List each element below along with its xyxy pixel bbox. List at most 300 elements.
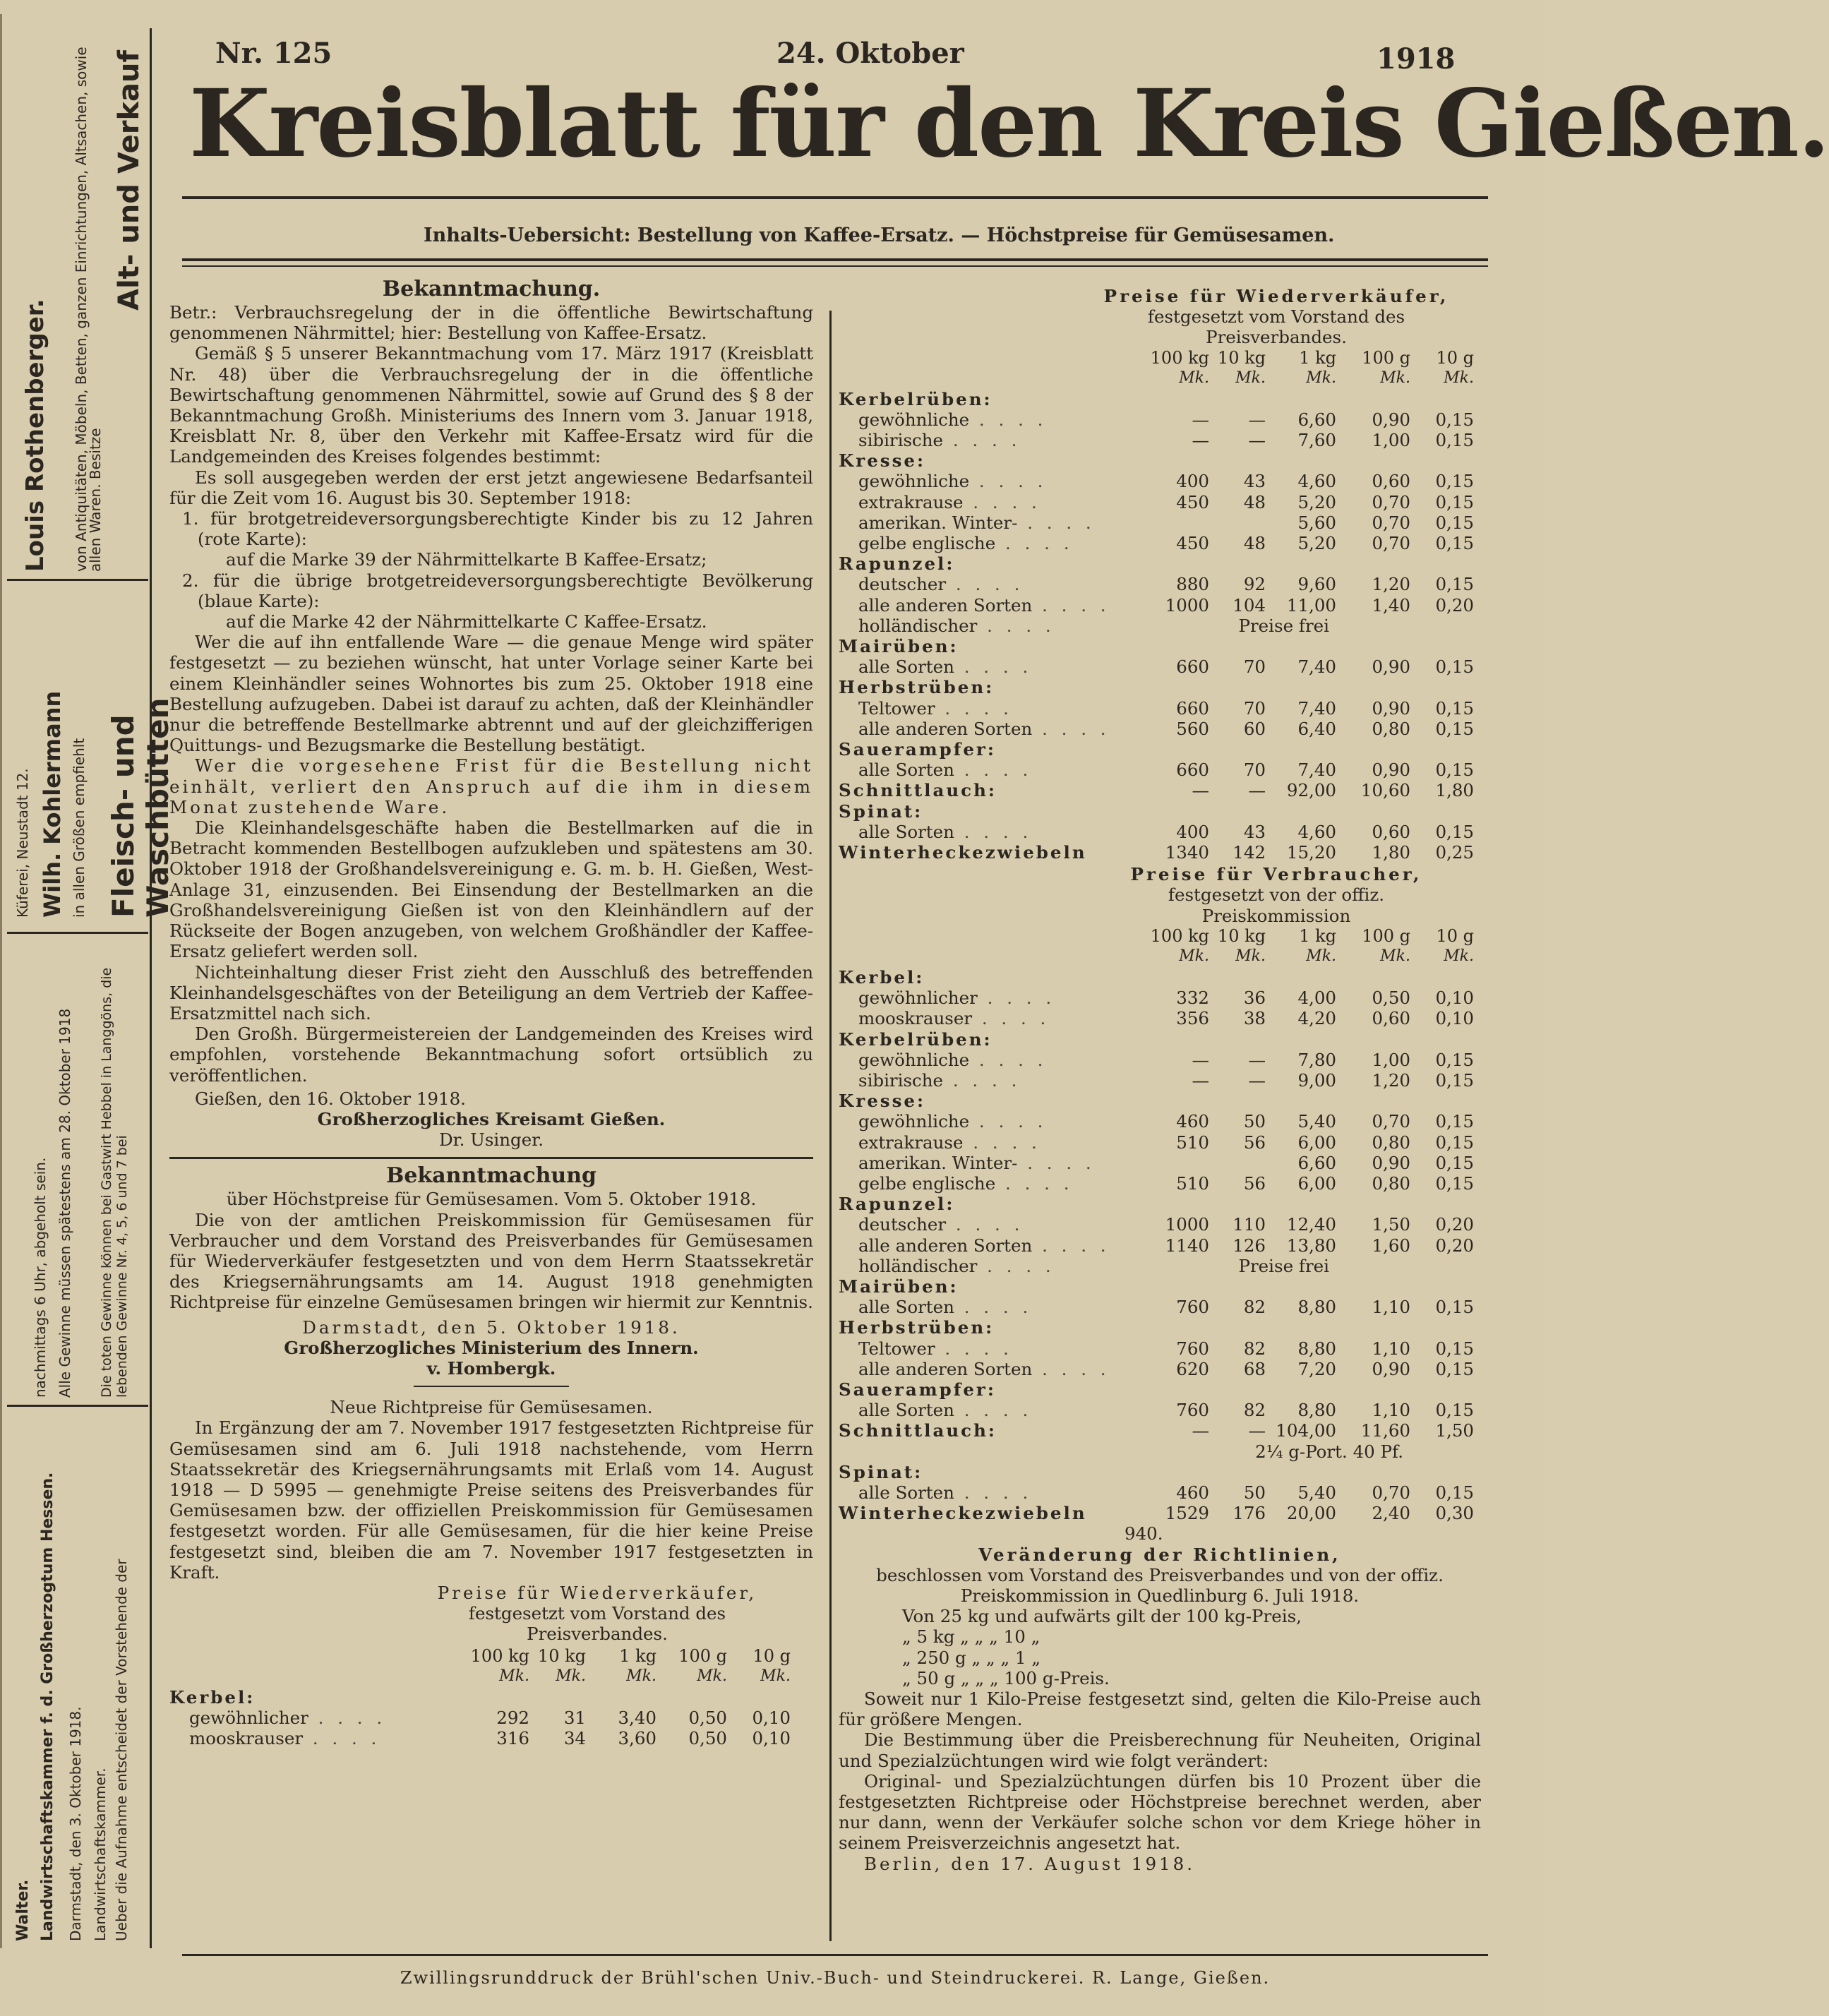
price-cell: 0,80 bbox=[1372, 1132, 1410, 1153]
leader-dots: . . . . bbox=[1017, 512, 1096, 533]
price-cell: 0,15 bbox=[1435, 718, 1474, 739]
category-label: Sauerampfer: bbox=[839, 739, 996, 760]
price-cell: 5,20 bbox=[1297, 491, 1336, 512]
price-cell: 0,90 bbox=[1372, 760, 1410, 781]
price-cell: — bbox=[1248, 780, 1266, 801]
leader-dots: . . . . bbox=[977, 988, 1056, 1009]
col-header: 100 g bbox=[1362, 348, 1410, 368]
variety-label: alle Sorten bbox=[858, 1482, 954, 1503]
variety-row bbox=[839, 1173, 1474, 1194]
price-cell: 0,15 bbox=[1435, 1049, 1474, 1070]
ad-text: Darmstadt, den 3. Oktober 1918. bbox=[67, 1706, 84, 1941]
variety-label: gelbe englische bbox=[858, 1172, 996, 1194]
price-cell: 1,80 bbox=[1372, 842, 1410, 863]
price-cell: 6,40 bbox=[1297, 718, 1336, 739]
contents-line: Inhalts-Uebersicht: Bestellung von Kaffee-Ersatz. — Höchstpreise für Gemüsesamen. bbox=[424, 224, 1335, 246]
price-cell: — bbox=[1192, 1420, 1209, 1441]
price-cell: 0,15 bbox=[1435, 574, 1474, 595]
leader-dots: . . . . bbox=[969, 409, 1048, 430]
price-cell: 0,50 bbox=[688, 1707, 727, 1728]
category-row bbox=[839, 780, 1474, 800]
col-header: 1 kg bbox=[1299, 926, 1336, 947]
category-row bbox=[839, 967, 1474, 988]
leader-dots: . . . . bbox=[935, 697, 1013, 719]
price-cell: 0,15 bbox=[1435, 512, 1474, 533]
price-cell: 0,50 bbox=[1372, 988, 1410, 1009]
price-cell: 1,20 bbox=[1372, 1069, 1410, 1091]
variety-label: gelbe englische bbox=[858, 533, 996, 554]
price-cell: 34 bbox=[563, 1728, 586, 1748]
leader-dots: . . . . bbox=[943, 430, 1021, 451]
unit-header: Mk. bbox=[697, 1667, 727, 1686]
price-cell: 332 bbox=[1176, 988, 1209, 1009]
category-row bbox=[839, 553, 1474, 574]
category-row bbox=[839, 389, 1474, 409]
notice-paragraph: Nichteinhaltung dieser Frist zieht den Ausschluß des betreffenden Kleinhandelsgeschäftes von der Beteiligung an dem Vertrieb der Kaffee-Ersatzmittel nach sich. bbox=[169, 961, 813, 1024]
ad-divider-3 bbox=[7, 1405, 148, 1407]
leader-dots: . . . . bbox=[1032, 1235, 1110, 1256]
leader-dots: . . . . bbox=[954, 1400, 1033, 1421]
leader-dots: . . . . bbox=[972, 1008, 1050, 1029]
price-cell: 43 bbox=[1243, 471, 1266, 492]
unit-header: Mk. bbox=[1235, 947, 1266, 966]
col-header: 10 kg bbox=[1217, 348, 1266, 368]
price-cell: 8,80 bbox=[1297, 1400, 1336, 1421]
variety-label: mooskrauser bbox=[189, 1728, 304, 1748]
price-cell: 660 bbox=[1176, 697, 1209, 719]
variety-label: gewöhnlicher bbox=[189, 1707, 308, 1728]
variety-row bbox=[839, 1008, 1474, 1028]
price-cell: 0,15 bbox=[1435, 821, 1474, 842]
variety-row bbox=[839, 698, 1474, 719]
price-cell: 104 bbox=[1233, 594, 1266, 616]
col-header: 1 kg bbox=[619, 1646, 656, 1667]
variety-row bbox=[839, 988, 1474, 1008]
price-cell: — bbox=[1248, 1049, 1266, 1070]
price-cell: 760 bbox=[1176, 1400, 1209, 1421]
issue-date: 24. Oktober bbox=[776, 37, 964, 70]
column-divider bbox=[829, 311, 832, 1941]
variety-row bbox=[169, 1708, 791, 1728]
price-free-note: Preise frei bbox=[1238, 615, 1329, 636]
variety-row bbox=[839, 1050, 1474, 1070]
price-cell: 3,60 bbox=[618, 1728, 656, 1748]
price-cell: 0,15 bbox=[1435, 1152, 1474, 1173]
price-cell: 5,40 bbox=[1297, 1482, 1336, 1503]
category-row bbox=[839, 801, 1474, 822]
leader-dots: . . . . bbox=[969, 1049, 1048, 1070]
price-cell: 0,15 bbox=[1435, 533, 1474, 554]
newspaper-title: Kreisblatt für den Kreis Gießen. bbox=[189, 69, 1829, 179]
variety-label: sibirische bbox=[858, 1069, 944, 1091]
price-cell: 0,60 bbox=[1372, 1008, 1410, 1029]
category-label: Mairüben: bbox=[839, 636, 959, 657]
table-subtitle: Preiskommission bbox=[1201, 905, 1351, 926]
variety-label: gewöhnliche bbox=[858, 1049, 970, 1070]
issue-number: Nr. 125 bbox=[215, 37, 332, 70]
price-cell: 1,40 bbox=[1372, 594, 1410, 616]
price-cell: 0,10 bbox=[752, 1707, 791, 1728]
category-label: Spinat: bbox=[839, 800, 923, 822]
category-label: Kerbel: bbox=[169, 1686, 256, 1708]
price-cell: 0,10 bbox=[752, 1728, 791, 1748]
price-cell: 0,15 bbox=[1435, 409, 1474, 430]
price-cell: 0,70 bbox=[1372, 512, 1410, 533]
price-cell: 1,00 bbox=[1372, 430, 1410, 451]
category-row bbox=[839, 842, 1474, 863]
ad-text: nachmittags 6 Uhr, abgeholt sein. bbox=[32, 1157, 49, 1398]
section-subheading: beschlossen vom Vorstand des Preisverbandes und von der offiz. bbox=[876, 1564, 1444, 1585]
price-cell: 460 bbox=[1176, 1482, 1209, 1503]
leader-dots: . . . . bbox=[995, 533, 1074, 554]
ad-text: Landwirtschaftskammer. bbox=[92, 1768, 109, 1941]
price-cell: 450 bbox=[1176, 491, 1209, 512]
price-cell: 0,90 bbox=[1372, 697, 1410, 719]
table-title: Preise für Wiederverkäufer, bbox=[1103, 286, 1449, 306]
category-row bbox=[839, 1029, 1474, 1050]
price-cell: 0,15 bbox=[1435, 491, 1474, 512]
page-edge bbox=[0, 14, 2, 1948]
price-cell: 3,40 bbox=[618, 1707, 656, 1728]
price-cell: 0,15 bbox=[1435, 656, 1474, 678]
price-cell: 0,20 bbox=[1435, 594, 1474, 616]
unit-header: Mk. bbox=[1179, 947, 1209, 966]
price-cell: 7,80 bbox=[1297, 1049, 1336, 1070]
notice-list-detail: auf die Marke 39 der Nährmittelkarte B Kaffee-Ersatz; bbox=[226, 549, 707, 570]
price-cell: 1,10 bbox=[1372, 1400, 1410, 1421]
price-cell: 0,60 bbox=[1372, 821, 1410, 842]
price-cell: 1,00 bbox=[1372, 1049, 1410, 1070]
unit-header: Mk. bbox=[1444, 369, 1474, 388]
price-cell: 4,60 bbox=[1297, 471, 1336, 492]
price-cell: — bbox=[1192, 430, 1209, 451]
notice-paragraph: In Ergänzung der am 7. November 1917 festgesetzten Richtpreise für Gemüsesamen sind am 6. Juli 1918 nachstehende, vom Herrn Staatssekretär des Kriegsernährungsamts mit Erlaß vom 14. August 1918 — D 5995 — genehmigte Preise seitens des Preisverbandes für Gemüsesamen bzw. der offiziellen Preiskommission für Gemüsesamen festgesetzt worden. Für alle Gemüsesamen, für die hier keine Preise festgesetzt sind, bleiben die am 7. November 1917 festgesetzten in Kraft. bbox=[169, 1417, 813, 1583]
variety-row bbox=[839, 1235, 1474, 1256]
price-cell: 0,30 bbox=[1435, 1503, 1474, 1524]
variety-label: gewöhnliche bbox=[858, 471, 970, 492]
price-cell: 36 bbox=[1243, 988, 1266, 1009]
price-cell: 0,15 bbox=[1435, 1132, 1474, 1153]
price-cell: 4,20 bbox=[1297, 1008, 1336, 1029]
category-label: Sauerampfer: bbox=[839, 1379, 996, 1400]
price-cell: 1,60 bbox=[1372, 1235, 1410, 1256]
ad-signer: Wilh. Kohlermann bbox=[39, 690, 66, 918]
col-header: 10 g bbox=[1436, 926, 1474, 947]
price-cell: 0,10 bbox=[1435, 1008, 1474, 1029]
price-cell: 510 bbox=[1176, 1172, 1209, 1194]
price-cell: 10,60 bbox=[1360, 780, 1410, 801]
rule-line: „ 5 kg „ „ „ 10 „ bbox=[902, 1626, 1041, 1648]
col-header: 100 kg bbox=[1150, 348, 1209, 368]
category-label: Schnittlauch: bbox=[839, 1420, 997, 1441]
rule-line: Von 25 kg und aufwärts gilt der 100 kg-Preis, bbox=[902, 1606, 1302, 1627]
category-label: Schnittlauch: bbox=[839, 780, 997, 801]
category-label: Kresse: bbox=[839, 450, 926, 472]
col-header: 100 g bbox=[678, 1646, 727, 1667]
price-cell: 7,40 bbox=[1297, 760, 1336, 781]
variety-label: alle Sorten bbox=[858, 1400, 954, 1421]
table-subtitle: festgesetzt vom Vorstand des bbox=[1147, 306, 1405, 328]
price-cell: 0,60 bbox=[1372, 471, 1410, 492]
category-row bbox=[839, 1317, 1474, 1338]
price-cell: 104,00 bbox=[1276, 1420, 1336, 1441]
variety-row bbox=[169, 1728, 791, 1748]
variety-row bbox=[839, 1359, 1474, 1379]
price-cell: — bbox=[1192, 780, 1209, 801]
col-header: 10 kg bbox=[537, 1646, 586, 1667]
price-cell: 880 bbox=[1176, 574, 1209, 595]
price-cell: 1000 bbox=[1165, 1214, 1209, 1235]
col-header: 10 g bbox=[752, 1646, 791, 1667]
price-cell: 15,20 bbox=[1286, 842, 1336, 863]
notice-paragraph: Wer die vorgesehene Frist für die Bestellung nicht einhält, verliert den Anspruch auf die ihm in diesem Monat zustehende Ware. bbox=[169, 755, 813, 817]
price-cell: 12,40 bbox=[1286, 1214, 1336, 1235]
category-row bbox=[839, 1276, 1474, 1297]
unit-header: Mk. bbox=[499, 1667, 529, 1686]
variety-row bbox=[839, 492, 1474, 512]
price-cell: 4,00 bbox=[1297, 988, 1336, 1009]
variety-row bbox=[839, 1400, 1474, 1420]
price-cell: 56 bbox=[1243, 1132, 1266, 1153]
ad-text: Alle Gewinne müssen spätestens am 28. Oktober 1918 bbox=[56, 1008, 73, 1398]
variety-label: mooskrauser bbox=[858, 1008, 973, 1029]
variety-row bbox=[839, 616, 1474, 636]
price-cell: 1000 bbox=[1165, 594, 1209, 616]
variety-label: gewöhnliche bbox=[858, 409, 970, 430]
price-cell: 1,50 bbox=[1372, 1214, 1410, 1235]
ad-text: in allen Größen empfiehlt bbox=[71, 738, 88, 918]
price-cell: 43 bbox=[1243, 821, 1266, 842]
price-cell: 0,15 bbox=[1435, 1400, 1474, 1421]
ad-signer: Louis Rothenberger. bbox=[21, 299, 49, 572]
variety-label: alle anderen Sorten bbox=[858, 1235, 1033, 1256]
category-label: Mairüben: bbox=[839, 1276, 959, 1297]
variety-row bbox=[839, 822, 1474, 842]
price-cell: 7,20 bbox=[1297, 1358, 1336, 1379]
price-cell: 92 bbox=[1243, 574, 1266, 595]
unit-header: Mk. bbox=[1380, 947, 1410, 966]
variety-row bbox=[839, 409, 1474, 430]
variety-label: gewöhnliche bbox=[858, 1111, 970, 1132]
ad-text: von Antiquitäten, Möbeln, Betten, ganzen Einrichtungen, Altsachen, sowie allen Waren. Besitze bbox=[73, 47, 104, 572]
price-cell: 460 bbox=[1176, 1111, 1209, 1132]
price-cell: 0,70 bbox=[1372, 1111, 1410, 1132]
leader-dots: . . . . bbox=[954, 1482, 1033, 1503]
variety-label: holländischer bbox=[858, 615, 978, 636]
price-cell: 92,00 bbox=[1286, 780, 1336, 801]
price-cell: 400 bbox=[1176, 821, 1209, 842]
price-cell: 0,15 bbox=[1435, 1069, 1474, 1091]
variety-row bbox=[839, 595, 1474, 616]
price-cell: 1340 bbox=[1165, 842, 1209, 863]
price-cell: 620 bbox=[1176, 1358, 1209, 1379]
price-cell: — bbox=[1192, 1049, 1209, 1070]
variety-label: extrakrause bbox=[858, 491, 964, 512]
table-title: Preise für Wiederverkäufer, bbox=[437, 1582, 757, 1603]
price-cell: — bbox=[1248, 409, 1266, 430]
price-cell: 1,20 bbox=[1372, 574, 1410, 595]
price-cell: 0,70 bbox=[1372, 533, 1410, 554]
notice-signer: Dr. Usinger. bbox=[438, 1129, 544, 1151]
price-cell: 2,40 bbox=[1372, 1503, 1410, 1524]
price-cell: 560 bbox=[1176, 718, 1209, 739]
variety-row bbox=[839, 471, 1474, 491]
variety-row bbox=[839, 533, 1474, 553]
price-cell: — bbox=[1248, 1420, 1266, 1441]
notice-list-detail: auf die Marke 42 der Nährmittelkarte C Kaffee-Ersatz. bbox=[226, 611, 707, 632]
notice-subject: Betr.: Verbrauchsregelung der in die öffentliche Bewirtschaftung genommenen Nährmittel; hier: Bestellung von Kaffee-Ersatz. bbox=[169, 302, 813, 344]
variety-label: alle Sorten bbox=[858, 1297, 954, 1318]
price-cell: 8,80 bbox=[1297, 1338, 1336, 1359]
category-label: Kerbel: bbox=[839, 966, 925, 988]
price-cell: 5,20 bbox=[1297, 533, 1336, 554]
price-cell: 0,80 bbox=[1372, 1172, 1410, 1194]
notice-subheading: Neue Richtpreise für Gemüsesamen. bbox=[330, 1397, 653, 1418]
leader-dots: . . . . bbox=[969, 471, 1048, 492]
ad-address: Küferei, Neustadt 12. bbox=[14, 768, 31, 918]
category-label: Rapunzel: bbox=[839, 1194, 955, 1215]
notice-paragraph: Den Großh. Bürgermeistereien der Landgemeinden des Kreises wird empfohlen, vorstehende Bekanntmachung sofort ortsüblich zu veröffentlichen. bbox=[169, 1024, 813, 1086]
variety-label: deutscher bbox=[858, 1214, 947, 1235]
price-cell: 68 bbox=[1243, 1358, 1266, 1379]
category-row bbox=[839, 1379, 1474, 1400]
contents-rule-bottom bbox=[182, 265, 1488, 267]
price-cell: 48 bbox=[1243, 491, 1266, 512]
section-paragraph: Original- und Spezialzüchtungen dürfen bis 10 Prozent über die festgesetzten Richtpreise oder Höchstpreise berechnet werden, aber nur dann, wenn der Verkäufer solche schon vor dem Kriege höher in seinem Preisverzeichnis angesetzt hat. bbox=[839, 1770, 1481, 1854]
notice-heading: Bekanntmachung. bbox=[382, 277, 601, 301]
price-cell: 1,10 bbox=[1372, 1297, 1410, 1318]
unit-header: Mk. bbox=[1235, 369, 1266, 388]
price-cell: 1,50 bbox=[1435, 1420, 1474, 1441]
notice-paragraph: Gemäß § 5 unserer Bekanntmachung vom 17. März 1917 (Kreisblatt Nr. 48) über die Verbrauchsregelung der in die öffentliche Bewirtschaftung genommenen Nährmittel, sowie auf Grund des § 8 der Bekanntmachung Großh. Ministeriums des Innern vom 3. Januar 1918, Kreisblatt Nr. 8, über den Verkehr mit Kaffee-Ersatz wird für die Landgemeinden des Kreises folgendes bestimmt: bbox=[169, 343, 813, 467]
price-cell: 660 bbox=[1176, 760, 1209, 781]
variety-row bbox=[839, 1070, 1474, 1091]
variety-label: alle anderen Sorten bbox=[858, 1358, 1033, 1379]
leader-dots: . . . . bbox=[963, 1132, 1041, 1153]
category-row bbox=[839, 1503, 1474, 1523]
notice-place-date: Darmstadt, den 5. Oktober 1918. bbox=[302, 1316, 680, 1338]
category-label: Kerbelrüben: bbox=[839, 388, 993, 409]
price-cell: 6,00 bbox=[1297, 1172, 1336, 1194]
unit-header: Mk. bbox=[1306, 947, 1336, 966]
unit-header: Mk. bbox=[1306, 369, 1336, 388]
variety-row bbox=[839, 1153, 1474, 1173]
leader-dots: . . . . bbox=[935, 1338, 1013, 1359]
category-label: Winterheckezwiebeln bbox=[839, 842, 1087, 863]
category-label: Herbstrüben: bbox=[839, 1317, 995, 1338]
notice-office: Großherzogliches Ministerium des Innern. bbox=[284, 1337, 699, 1358]
variety-row bbox=[839, 574, 1474, 594]
notice-subheading: über Höchstpreise für Gemüsesamen. Vom 5. Oktober 1918. bbox=[226, 1189, 757, 1210]
category-row bbox=[839, 636, 1474, 656]
price-cell: 1140 bbox=[1165, 1235, 1209, 1256]
price-extra: 940. bbox=[1125, 1523, 1163, 1544]
variety-row bbox=[839, 430, 1474, 450]
price-cell: 82 bbox=[1243, 1297, 1266, 1318]
price-cell: 20,00 bbox=[1286, 1503, 1336, 1524]
notice-separator bbox=[169, 1157, 813, 1159]
category-label: Kresse: bbox=[839, 1091, 926, 1112]
footer-rule bbox=[182, 1954, 1488, 1956]
notice-list-item: 2. für die übrige brotgetreideversorgungsberechtigte Bevölkerung (blaue Karte): bbox=[182, 570, 813, 611]
category-label: Kerbelrüben: bbox=[839, 1028, 993, 1050]
variety-label: gewöhnlicher bbox=[858, 988, 978, 1009]
portion-price: 2¼ g-Port. 40 Pf. bbox=[1255, 1441, 1403, 1462]
price-cell: 11,60 bbox=[1360, 1420, 1410, 1441]
col-header: 100 kg bbox=[1150, 926, 1209, 947]
price-cell: — bbox=[1192, 1069, 1209, 1091]
notice-office: Großherzogliches Kreisamt Gießen. bbox=[317, 1108, 666, 1129]
rule-line: „ 50 g „ „ „ 100 g-Preis. bbox=[902, 1667, 1110, 1688]
price-cell: 0,15 bbox=[1435, 430, 1474, 451]
price-cell: 4,60 bbox=[1297, 821, 1336, 842]
section-paragraph: Die Bestimmung über die Preisberechnung für Neuheiten, Original und Spezialzüchtungen wird wie folgt verändert: bbox=[839, 1729, 1481, 1771]
price-cell: 0,90 bbox=[1372, 656, 1410, 678]
category-row bbox=[839, 1194, 1474, 1214]
price-cell: 8,80 bbox=[1297, 1297, 1336, 1318]
notice-paragraph: Die Kleinhandelsgeschäfte haben die Bestellmarken auf die in Betracht kommenden Bestellbogen aufzukleben und spätestens am 30. Oktober 1918 der Großhandelsvereinigung e. G. m. b. H. Gießen, West-Anlage 31, einzusenden. Bei Einsendung der Bestellmarken an die Großhandelsvereinigung Gießen ist von den Kleinhändlern auf der Rückseite der Bogen anzugeben, von welchem Großhändler der Kaffee-Ersatz geliefert werden soll. bbox=[169, 817, 813, 962]
ad-text: Die toten Gewinne können bei Gastwirt Hebbel in Langgöns, die lebenden Gewinne Nr. 4, 5, 6 und 7 bei bbox=[99, 967, 130, 1398]
price-cell: 510 bbox=[1176, 1132, 1209, 1153]
notice-paragraph: Die von der amtlichen Preiskommission für Gemüsesamen für Verbraucher und dem Vorstand des Preisverbandes für Gemüsesamen für Wiederverkäufer festgesetzten und von dem Herrn Staatssekretär des Kriegsernährungsamts am 14. August 1918 genehmigten Richtpreise für einzelne Gemüsesamen bringen wir hiermit zur Kenntnis. bbox=[169, 1209, 813, 1313]
price-cell: 316 bbox=[496, 1728, 529, 1748]
price-cell: 60 bbox=[1243, 718, 1266, 739]
price-table-resellers-left bbox=[169, 1646, 791, 1749]
price-cell: 7,60 bbox=[1297, 430, 1336, 451]
unit-header: Mk. bbox=[556, 1667, 586, 1686]
variety-label: amerikan. Winter- bbox=[858, 512, 1018, 533]
col-header: 10 g bbox=[1436, 348, 1474, 368]
notice-paragraph: Wer die auf ihn entfallende Ware — die genaue Menge wird später festgesetzt — zu beziehen wünscht, hat unter Vorlage seiner Karte bei einem Kleinhändler seines Wohnortes bis zum 25. Oktober 1918 eine Bestellung aufzugeben. Dabei ist darauf zu achten, daß der Kleinhändler nur die betreffende Bestellmarke abtrennt und auf der gleichzifferigen Quittungs- und Bezugsmarke die Bestellung bestätigt. bbox=[169, 632, 813, 756]
leader-dots: . . . . bbox=[1017, 1152, 1096, 1173]
notice-place-date: Gießen, den 16. Oktober 1918. bbox=[195, 1088, 466, 1109]
col-header: 10 kg bbox=[1217, 926, 1266, 947]
variety-label: Teltower bbox=[858, 697, 935, 719]
price-cell: 7,40 bbox=[1297, 656, 1336, 678]
leader-dots: . . . . bbox=[977, 1255, 1055, 1276]
category-row bbox=[839, 1420, 1474, 1441]
price-cell: 0,25 bbox=[1435, 842, 1474, 863]
ad-text: Ueber die Aufnahme entscheidet der Vorstehende der bbox=[113, 1559, 130, 1941]
price-cell: 70 bbox=[1243, 697, 1266, 719]
printer-imprint: Zwillingsrunddruck der Brühl'schen Univ.-Buch- und Steindruckerei. R. Lange, Gießen. bbox=[400, 1968, 1271, 1988]
price-cell: 0,15 bbox=[1435, 1338, 1474, 1359]
price-cell: 82 bbox=[1243, 1400, 1266, 1421]
price-cell: 0,70 bbox=[1372, 1482, 1410, 1503]
price-cell: 126 bbox=[1233, 1235, 1266, 1256]
leader-dots: . . . . bbox=[977, 615, 1055, 636]
price-cell: 0,20 bbox=[1435, 1214, 1474, 1235]
price-cell: 31 bbox=[563, 1707, 586, 1728]
price-cell: 6,60 bbox=[1297, 409, 1336, 430]
section-place-date: Berlin, den 17. August 1918. bbox=[864, 1853, 1196, 1874]
price-cell: 5,60 bbox=[1297, 512, 1336, 533]
category-label: Rapunzel: bbox=[839, 553, 955, 575]
issue-year: 1918 bbox=[1377, 42, 1456, 76]
price-cell: 0,15 bbox=[1435, 1358, 1474, 1379]
price-cell: 1,10 bbox=[1372, 1338, 1410, 1359]
price-cell bbox=[1114, 512, 1209, 533]
table-subtitle: Preisverbandes. bbox=[527, 1624, 668, 1645]
category-row bbox=[839, 739, 1474, 760]
leader-dots: . . . . bbox=[954, 821, 1033, 842]
variety-label: deutscher bbox=[858, 574, 947, 595]
leader-dots: . . . . bbox=[995, 1172, 1074, 1194]
price-cell: 50 bbox=[1243, 1111, 1266, 1132]
unit-header: Mk. bbox=[1380, 369, 1410, 388]
table-subtitle: festgesetzt vom Vorstand des bbox=[468, 1603, 726, 1624]
section-heading: Veränderung der Richtlinien, bbox=[978, 1544, 1341, 1565]
